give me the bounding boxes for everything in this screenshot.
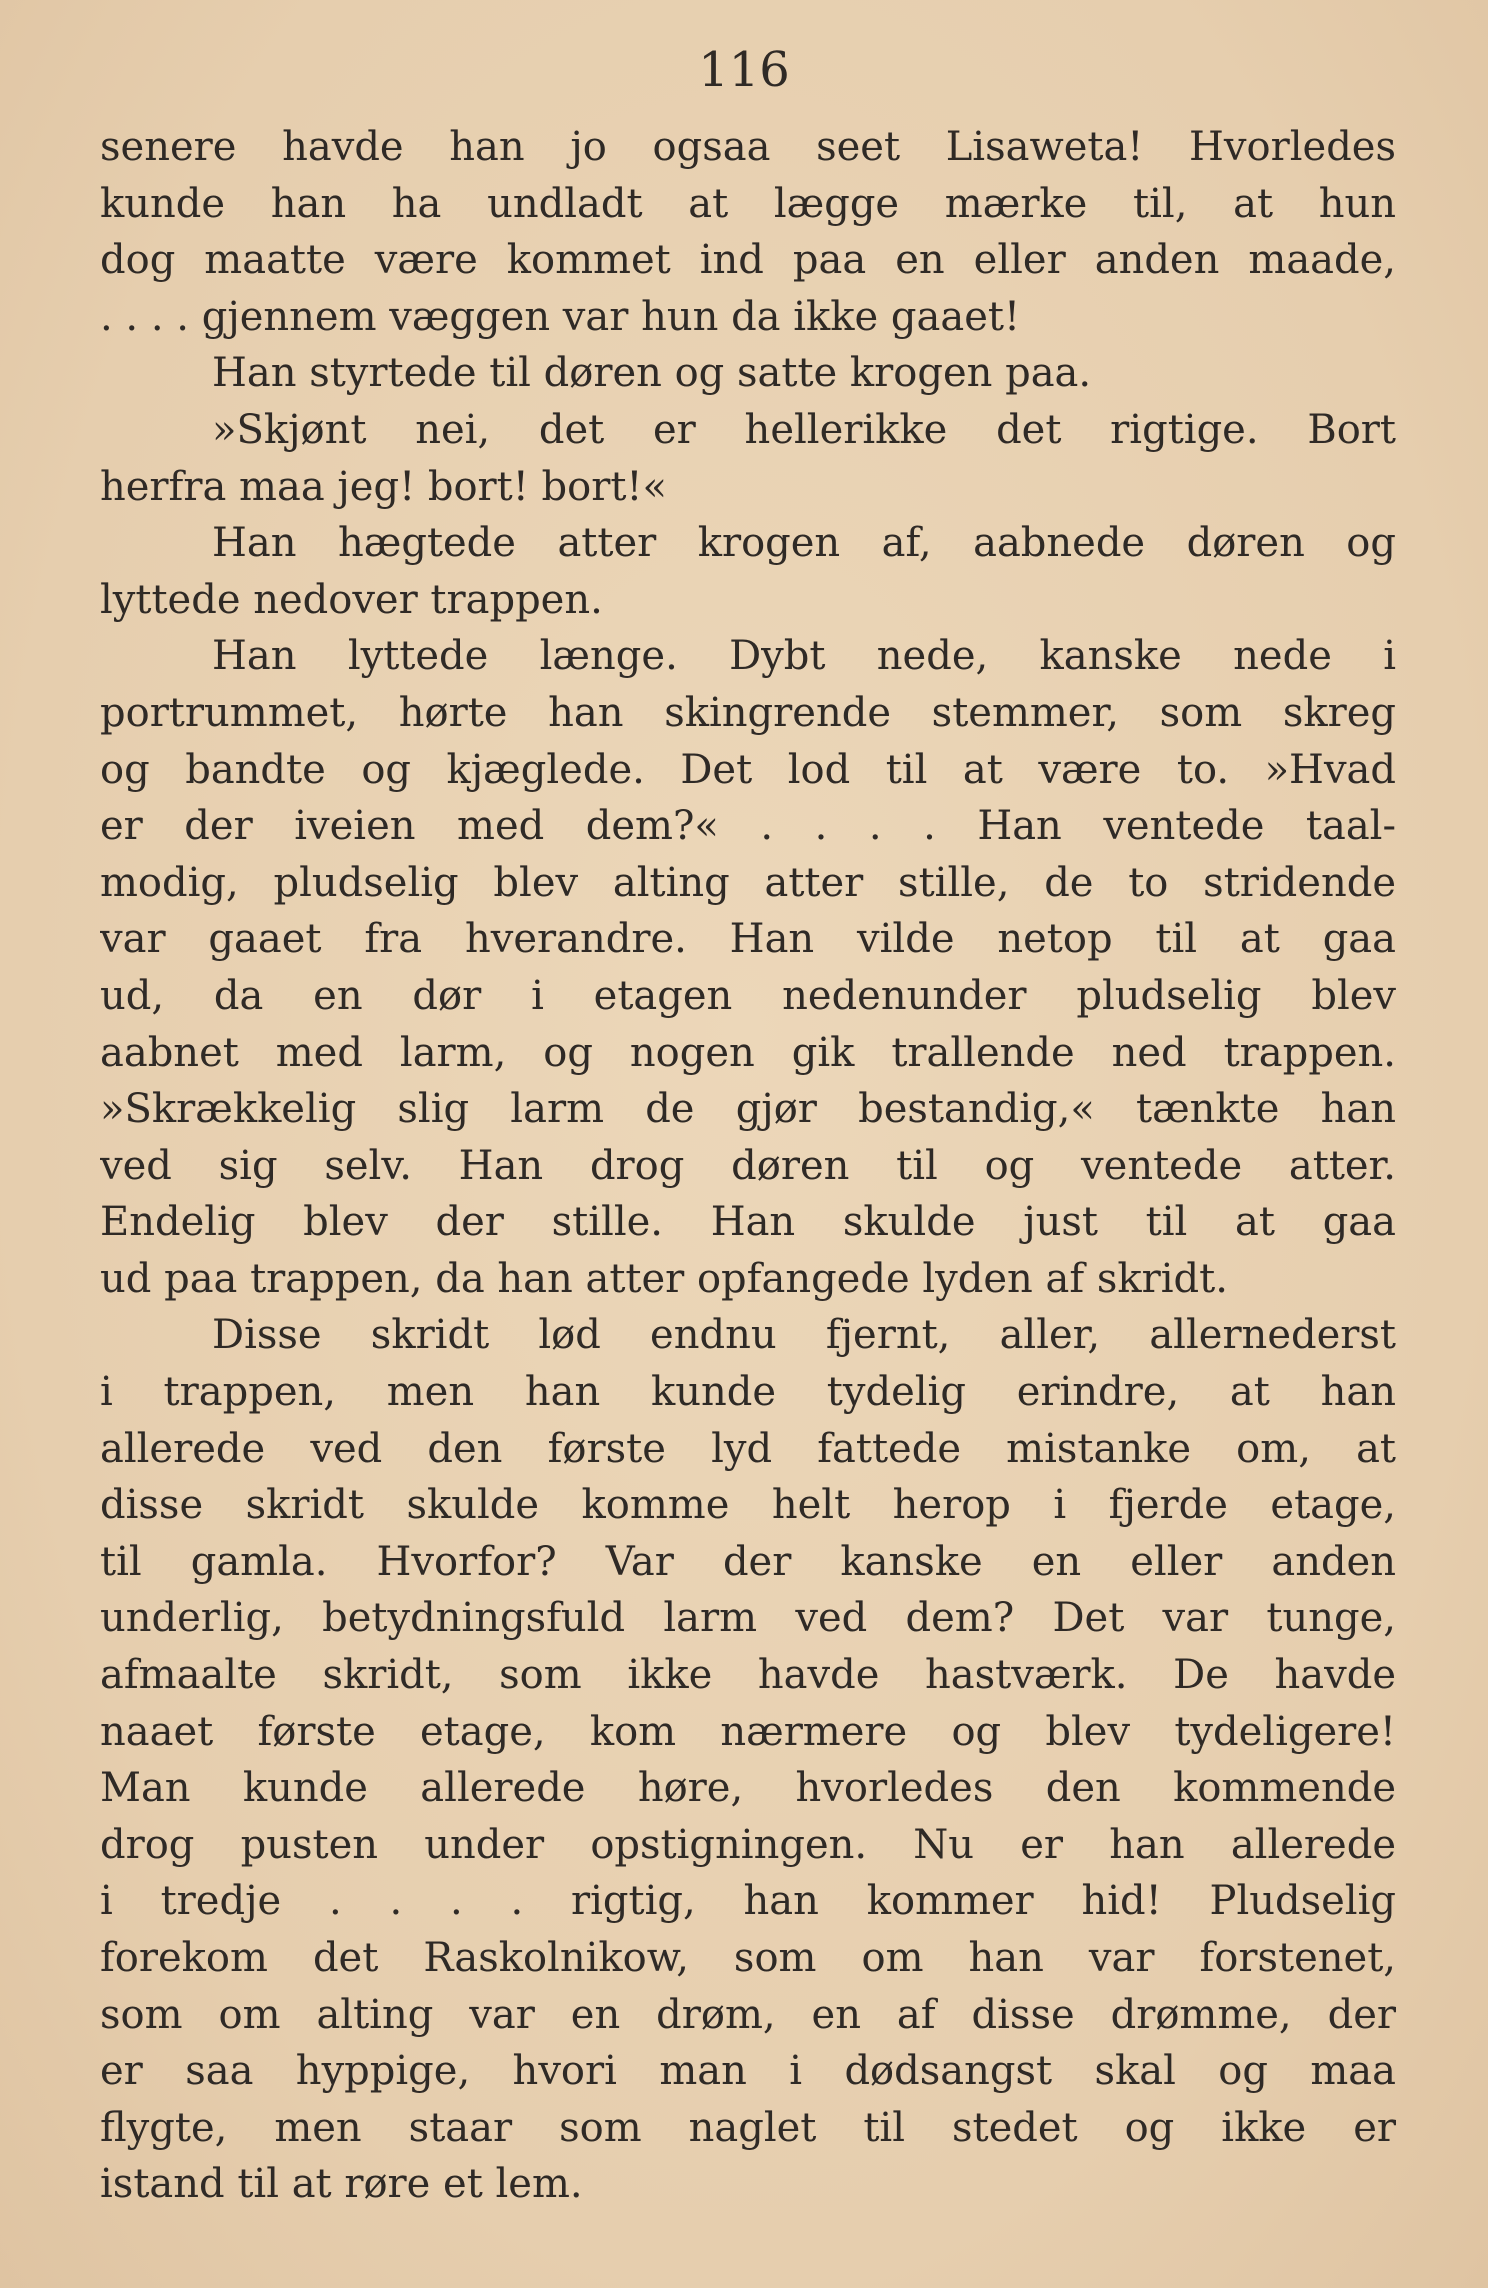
text-line: portrummet, hørte han skingrende stemmer, som skreg [100,689,1396,736]
text-line: i trappen, men han kunde tydelig erindre, at han [100,1369,1396,1416]
page-number: 116 [698,42,790,98]
text-line: dog maatte være kommet ind paa en eller anden maade, [100,237,1396,284]
text-line: flygte, men staar som naglet til stedet og ikke er [100,2104,1396,2151]
text-line: drog pusten under opstigningen. Nu er han allerede [100,1821,1396,1868]
text-line: »Skrækkelig slig larm de gjør bestandig,« tænkte han [100,1086,1396,1133]
text-line: Han styrtede til døren og satte krogen paa. [212,350,1092,397]
text-line: underlig, betydningsfuld larm ved dem? Det var tunge, [100,1595,1396,1642]
text-line: »Skjønt nei, det er hellerikke det rigtige. Bort [212,406,1396,453]
text-line: som om alting var en drøm, en af disse drømme, der [100,1991,1396,2038]
text-line: i tredje . . . . rigtig, han kommer hid! Pludselig [100,1878,1396,1925]
text-line: naaet første etage, kom nærmere og blev tydeligere! [100,1708,1396,1755]
text-line: er der iveien med dem?« . . . . Han ventede taal- [100,803,1396,850]
text-line: afmaalte skridt, som ikke havde hastværk. De havde [100,1652,1396,1699]
text-line: ved sig selv. Han drog døren til og ventede atter. [100,1142,1396,1189]
text-line: aabnet med larm, og nogen gik trallende ned trappen. [100,1029,1396,1076]
text-line: Man kunde allerede høre, hvorledes den kommende [100,1765,1396,1812]
text-line: modig, pludselig blev alting atter stille, de to stridende [100,859,1396,906]
text-line: Disse skridt lød endnu fjernt, aller, allernederst [212,1312,1396,1359]
text-line: Endelig blev der stille. Han skulde just til at gaa [100,1199,1396,1246]
text-line: Han lyttede længe. Dybt nede, kanske nede i [212,633,1396,680]
text-line: og bandte og kjæglede. Det lod til at være to. »Hvad [100,746,1396,793]
text-line: ud paa trappen, da han atter opfangede lyden af skridt. [100,1255,1228,1302]
text-line: var gaaet fra hverandre. Han vilde netop til at gaa [100,916,1396,963]
text-line: forekom det Raskolnikow, som om han var forstenet, [100,1935,1396,1981]
text-line: ud, da en dør i etagen nedenunder pludselig blev [100,972,1396,1019]
text-line: kunde han ha undladt at lægge mærke til, at hun [100,180,1396,227]
text-line: Han hægtede atter krogen af, aabnede døren og [212,520,1396,567]
text-line: herfra maa jeg! bort! bort!« [100,463,667,510]
text-line: lyttede nedover trappen. [100,576,603,623]
text-line: . . . . gjennem væggen var hun da ikke gaaet! [100,293,1021,340]
text-line: disse skridt skulde komme helt herop i fjerde etage, [100,1482,1396,1529]
body-text [100,119,1396,2213]
text-line: senere havde han jo ogsaa seet Lisaweta! Hvorledes [100,124,1396,170]
text-line: allerede ved den første lyd fattede mistanke om, at [100,1425,1396,1472]
text-line: er saa hyppige, hvori man i dødsangst skal og maa [100,2048,1396,2095]
text-line: istand til at røre et lem. [100,2161,583,2208]
text-line: til gamla. Hvorfor? Var der kanske en eller anden [100,1538,1396,1585]
